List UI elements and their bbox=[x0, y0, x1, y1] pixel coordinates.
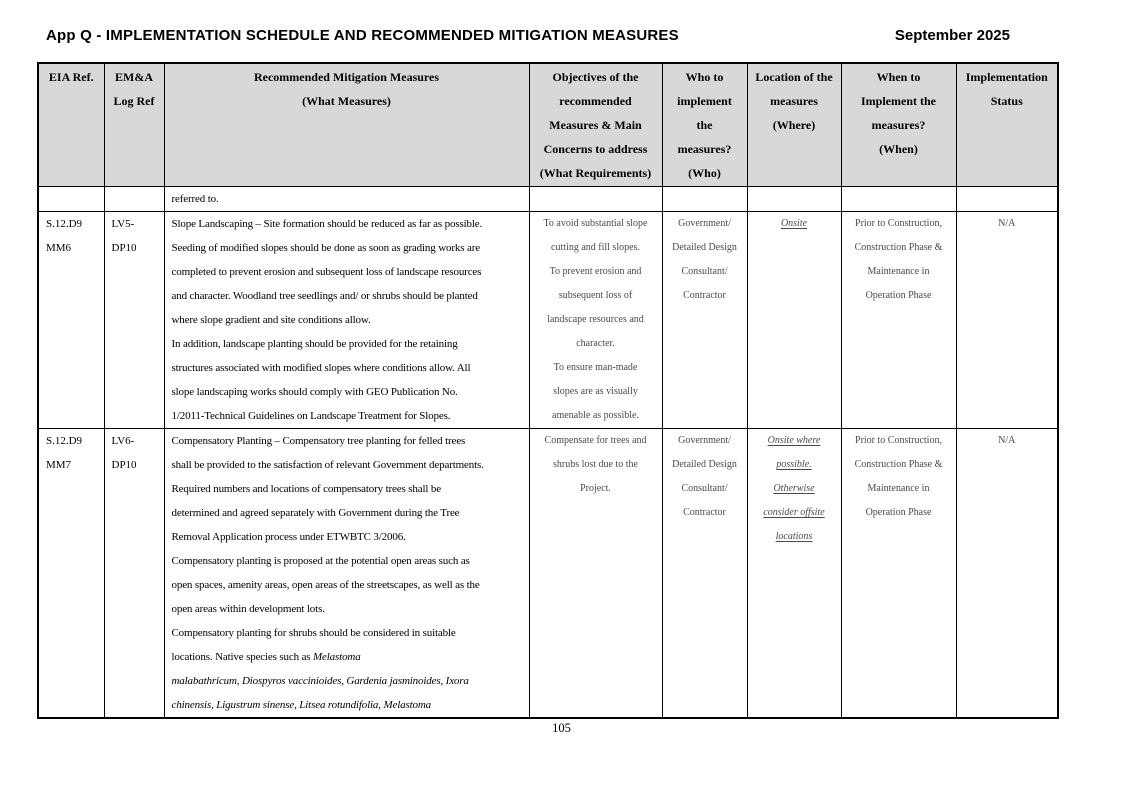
text-run: Compensatory Planting – Compensatory tree planting for felled trees shall be provided to the satisfaction of relevant Government departments. Required numbers and locations of compensatory trees shall be determined and agreed separately with Government during the Tree Removal Application process under ETWBTC 3/2006. Compensatory planting is proposed at the potential open areas such as open spaces, amenity areas, open areas of the streetscapes, as well as the open areas within development lots. Compensatory planting for shrubs should be considered in suitable locations. Native species such as bbox=[171, 435, 484, 663]
header-when: When to Implement the measures? (When) bbox=[841, 63, 956, 187]
page-title: App Q - IMPLEMENTATION SCHEDULE AND RECOMMENDED MITIGATION MEASURES bbox=[46, 27, 679, 44]
cell-measures: referred to. bbox=[164, 187, 529, 212]
cell-when: Prior to Construction, Construction Phase & Maintenance in Operation Phase bbox=[841, 429, 956, 719]
table-row bbox=[38, 212, 1058, 429]
cell-eia-ref: S.12.D9 MM6 bbox=[38, 212, 104, 429]
cell-ema-log-ref: LV5- DP10 bbox=[104, 212, 164, 429]
header-ema-log-ref: EM&A Log Ref bbox=[104, 63, 164, 187]
cell-eia-ref: S.12.D9 MM7 bbox=[38, 429, 104, 719]
header-eia-ref: EIA Ref. bbox=[38, 63, 104, 187]
cell-measures bbox=[164, 212, 529, 429]
header-objectives: Objectives of the recommended Measures & Main Concerns to address (What Requirements) bbox=[529, 63, 662, 187]
schedule-table bbox=[37, 62, 1059, 719]
cell-status: N/A bbox=[956, 212, 1058, 429]
cell-objectives: Compensate for trees and shrubs lost due to the Project. bbox=[529, 429, 662, 719]
document-date: September 2025 bbox=[894, 27, 1010, 44]
table-row bbox=[38, 187, 1058, 212]
cell-measures bbox=[164, 429, 529, 719]
cell-who: Government/ Detailed Design Consultant/ Contractor bbox=[662, 429, 747, 719]
text-run: Melastoma malabathricum, Diospyros vaccinioides, Gardenia jasminoides, Ixora chinensis, Ligustrum sinense, Litsea rotundifolia, Melastoma bbox=[171, 651, 469, 711]
header-who: Who to implement the measures? (Who) bbox=[662, 63, 747, 187]
cell-who: Government/ Detailed Design Consultant/ Contractor bbox=[662, 212, 747, 429]
header-row bbox=[38, 63, 1058, 187]
table-row bbox=[38, 429, 1058, 719]
text-run: Slope Landscaping – Site formation should be reduced as far as possible. Seeding of modified slopes should be done as soon as grading works are completed to prevent erosion and subsequent loss of landscape resources and character. Woodland tree seedlings and/ or shrubs should be planted where slope gradient and site conditions allow. In addition, landscape planting should be provided for the retaining structures associated with modified slopes where conditions allow. All slope landscaping works should comply with GEO Publication No. 1/2011-Technical Guidelines on Landscape Treatment for Slopes. bbox=[171, 218, 483, 422]
cell-status: N/A bbox=[956, 429, 1058, 719]
cell-objectives bbox=[529, 187, 662, 212]
cell-when bbox=[841, 187, 956, 212]
header-status: Implementation Status bbox=[956, 63, 1058, 187]
cell-where bbox=[747, 187, 841, 212]
cell-eia-ref bbox=[38, 187, 104, 212]
header-measures: Recommended Mitigation Measures (What Measures) bbox=[164, 63, 529, 187]
cell-where: Onsite bbox=[747, 212, 841, 429]
cell-where: Onsite where possible. Otherwise consider offsite locations bbox=[747, 429, 841, 719]
cell-status bbox=[956, 187, 1058, 212]
page-number: 105 bbox=[552, 721, 571, 735]
cell-objectives: To avoid substantial slope cutting and fill slopes. To prevent erosion and subsequent loss of landscape resources and character. To ensure man-made slopes are as visually amenable as possible. bbox=[529, 212, 662, 429]
cell-who bbox=[662, 187, 747, 212]
header-where: Location of the measures (Where) bbox=[747, 63, 841, 187]
cell-ema-log-ref bbox=[104, 187, 164, 212]
cell-ema-log-ref: LV6- DP10 bbox=[104, 429, 164, 719]
cell-when: Prior to Construction, Construction Phase & Maintenance in Operation Phase bbox=[841, 212, 956, 429]
